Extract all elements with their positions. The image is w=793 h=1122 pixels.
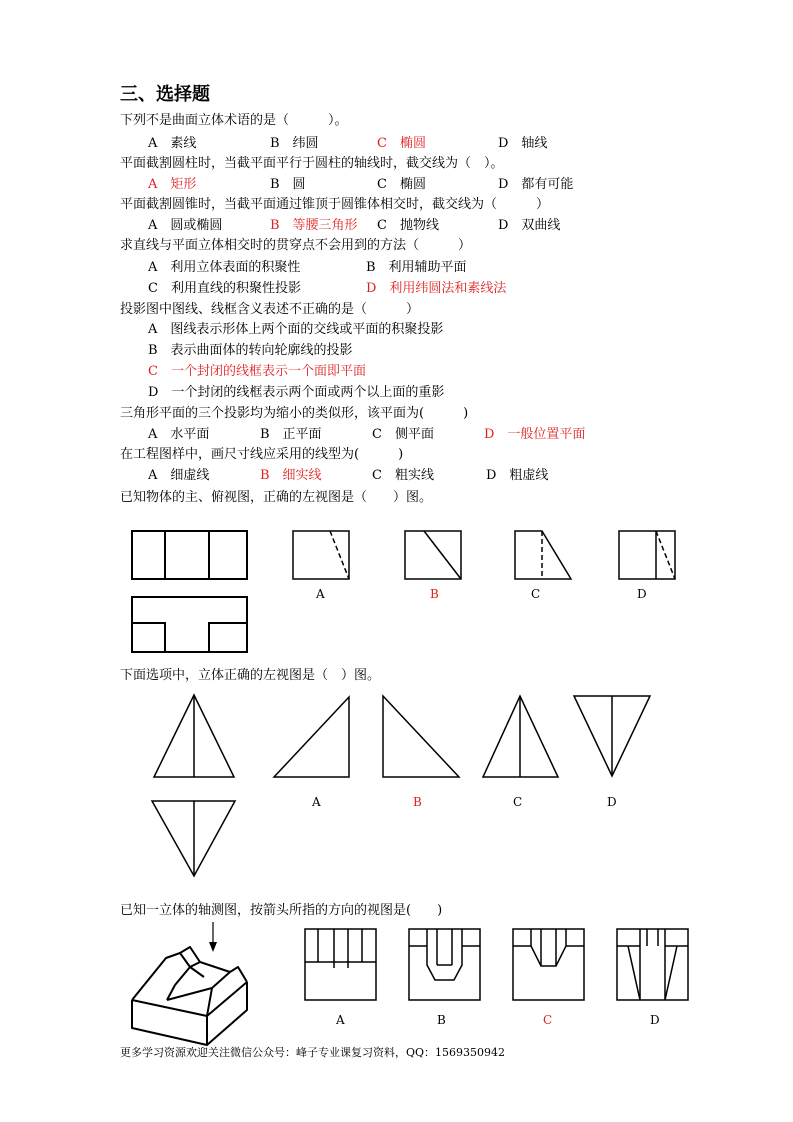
- given-top-view: [152, 801, 235, 876]
- q3-opt-d: D 双曲线: [498, 218, 561, 233]
- q4-opt-b: B 利用辅助平面: [366, 260, 467, 275]
- fig3-label-a: A: [336, 1013, 345, 1027]
- q6-opt-c: C 侧平面: [372, 427, 434, 442]
- q1-opt-d: D 轴线: [498, 136, 548, 151]
- option-d-view: [617, 929, 688, 1000]
- option-d-view: [619, 531, 675, 579]
- q10-stem: 已知一立体的轴测图，按箭头所指的方向的视图是( ): [120, 903, 443, 918]
- q1-opt-c: C 椭圆: [377, 136, 426, 151]
- option-b-view: [409, 929, 480, 1000]
- q3-opt-b: B 等腰三角形: [270, 218, 358, 233]
- option-b-view: [383, 696, 459, 777]
- option-c-view: [515, 531, 571, 579]
- q2-opt-d: D 都有可能: [498, 177, 574, 192]
- top-view: [132, 597, 247, 652]
- q4-stem: 求直线与平面立体相交时的贯穿点不会用到的方法（ ）: [120, 238, 472, 253]
- q6-stem: 三角形平面的三个投影均为缩小的类似形，该平面为( ): [120, 406, 469, 421]
- q5-opt-c: C 一个封闭的线框表示一个面即平面: [148, 364, 366, 379]
- q6-opt-b: B 正平面: [260, 427, 322, 442]
- option-d-view: [574, 696, 650, 776]
- front-view: [132, 531, 247, 579]
- q4-opt-a: A 利用立体表面的积聚性: [148, 260, 301, 275]
- fig1-label-d: D: [637, 587, 647, 601]
- q8-stem: 已知物体的主、俯视图，正确的左视图是（ ）图。: [120, 490, 433, 505]
- q5-opt-d: D 一个封闭的线框表示两个面或两个以上面的重影: [148, 385, 445, 400]
- option-b-view: [405, 531, 461, 579]
- fig1-label-b: B: [430, 587, 439, 601]
- option-c-view: [513, 929, 584, 1000]
- fig1-label-a: A: [316, 587, 325, 601]
- fig1-label-c: C: [531, 587, 541, 601]
- axonometric-object: [132, 947, 247, 1045]
- q3-opt-c: C 抛物线: [377, 218, 439, 233]
- q2-opt-a: A 矩形: [148, 177, 197, 192]
- q7-opt-b: B 细实线: [260, 468, 322, 483]
- q9-stem: 下面选项中，立体正确的左视图是（ ）图。: [120, 668, 381, 683]
- q7-stem: 在工程图样中，画尺寸线应采用的线型为( ): [120, 447, 404, 462]
- q5-opt-a: A 图线表示形体上两个面的交线或平面的积聚投影: [148, 322, 444, 337]
- q1-opt-a: A 素线: [148, 136, 197, 151]
- footer-note: 更多学习资源欢迎关注微信公众号：峰子专业课复习资料，QQ：1569350942: [120, 1046, 506, 1059]
- option-a-view: [293, 531, 349, 579]
- q1-opt-b: B 纬圆: [270, 136, 319, 151]
- fig3-label-d: D: [650, 1013, 660, 1027]
- fig2-label-d: D: [607, 795, 617, 809]
- q6-opt-a: A 水平面: [148, 427, 210, 442]
- q2-opt-b: B 圆: [270, 177, 306, 192]
- q7-opt-a: A 细虚线: [148, 468, 210, 483]
- fig2-label-a: A: [312, 795, 321, 809]
- arrow-down-icon: [209, 922, 217, 952]
- q4-opt-c: C 利用直线的积聚性投影: [148, 281, 301, 296]
- fig2-label-b: B: [413, 795, 422, 809]
- given-front-view: [154, 695, 234, 777]
- q2-stem: 平面截割圆柱时，当截平面平行于圆柱的轴线时，截交线为（ ）。: [120, 156, 504, 171]
- fig3-label-c: C: [543, 1013, 553, 1027]
- option-c-view: [483, 696, 558, 777]
- q1-stem: 下列不是曲面立体术语的是（ ）。: [120, 113, 348, 128]
- q7-opt-d: D 粗虚线: [486, 468, 549, 483]
- option-a-view: [305, 929, 376, 1000]
- q5-stem: 投影图中图线、线框含义表述不正确的是（ ）: [120, 302, 420, 317]
- fig2-label-c: C: [513, 795, 523, 809]
- q3-opt-a: A 圆或椭圆: [148, 218, 223, 233]
- option-a-view: [274, 697, 349, 777]
- section-heading: 三、选择题: [120, 84, 210, 105]
- q7-opt-c: C 粗实线: [372, 468, 434, 483]
- q4-opt-d: D 利用纬圆法和素线法: [366, 281, 507, 296]
- fig3-label-b: B: [437, 1013, 446, 1027]
- q5-opt-b: B 表示曲面体的转向轮廓线的投影: [148, 343, 353, 358]
- q3-stem: 平面截割圆锥时，当截平面通过锥顶于圆锥体相交时，截交线为（ ）: [120, 197, 550, 212]
- q6-opt-d: D 一般位置平面: [484, 427, 586, 442]
- q2-opt-c: C 椭圆: [377, 177, 426, 192]
